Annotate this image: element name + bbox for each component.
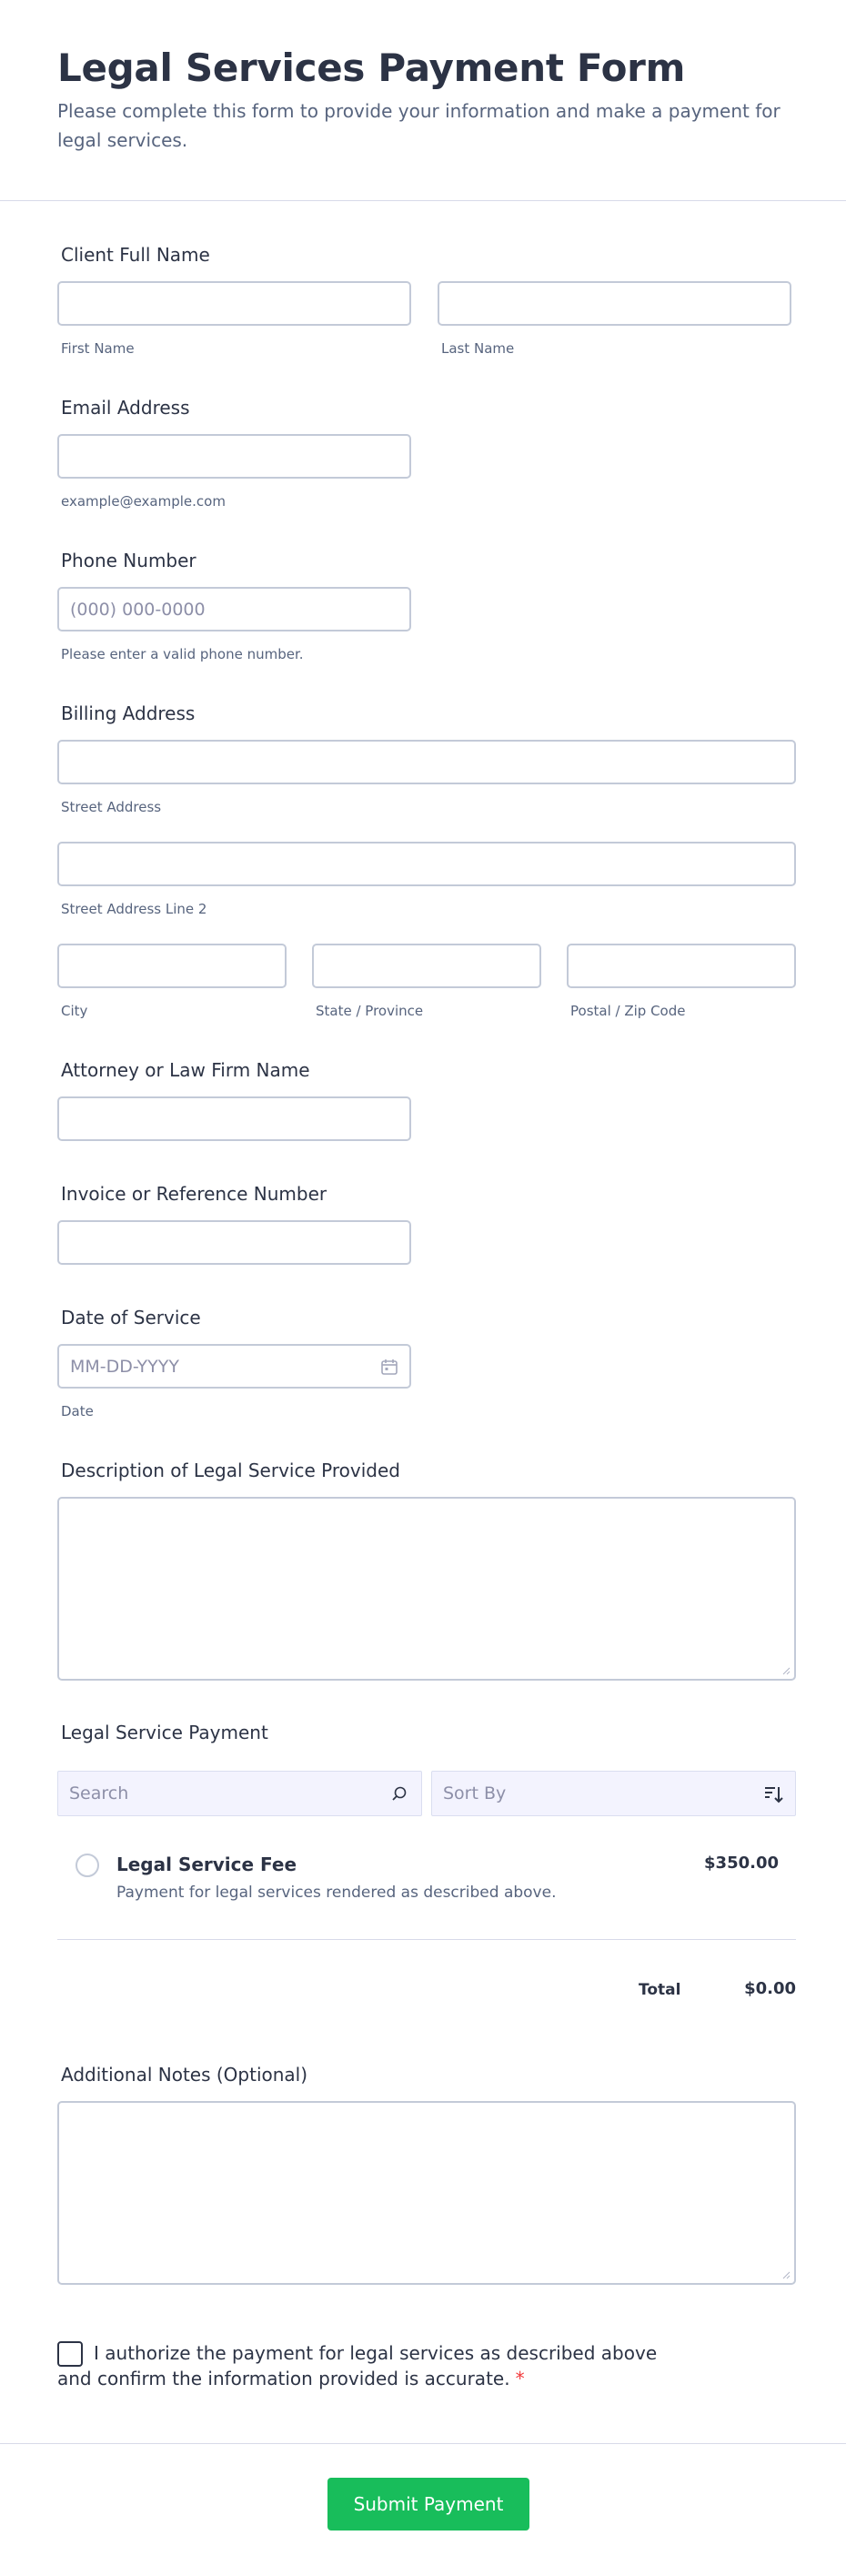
street-address-line2-sublabel: Street Address Line 2: [61, 901, 207, 917]
street-address-line2-input[interactable]: [57, 842, 796, 886]
phone-label: Phone Number: [61, 550, 196, 571]
form-header: [0, 0, 846, 201]
billing-address-label: Billing Address: [61, 702, 196, 724]
product-radio[interactable]: [76, 1854, 99, 1877]
sort-placeholder: Sort By: [443, 1783, 507, 1803]
last-name-input[interactable]: [438, 281, 791, 326]
sort-by-select[interactable]: [431, 1771, 796, 1816]
email-input[interactable]: [57, 434, 411, 479]
form-subtitle: Please complete this form to provide your information and make a payment for legal services.: [57, 100, 781, 151]
product-name: Legal Service Fee: [116, 1854, 297, 1875]
submit-payment-button[interactable]: Submit Payment: [327, 2478, 529, 2531]
authorization-label: I authorize the payment for legal services as described above and confirm the information provided is accurate.: [57, 2342, 658, 2389]
city-input[interactable]: [57, 944, 287, 988]
resize-grip-icon[interactable]: [781, 2270, 791, 2279]
invoice-input[interactable]: [57, 1220, 411, 1265]
email-sublabel: example@example.com: [61, 493, 226, 510]
first-name-input[interactable]: [57, 281, 411, 326]
required-asterisk: *: [515, 2368, 525, 2389]
attorney-input[interactable]: [57, 1096, 411, 1141]
search-placeholder: Search: [69, 1783, 129, 1803]
invoice-label: Invoice or Reference Number: [61, 1183, 327, 1205]
notes-label: Additional Notes (Optional): [61, 2064, 308, 2086]
search-icon[interactable]: [390, 1785, 408, 1803]
description-label: Description of Legal Service Provided: [61, 1460, 400, 1481]
client-name-label: Client Full Name: [61, 244, 210, 266]
resize-grip-icon[interactable]: [781, 1666, 791, 1675]
service-date-label: Date of Service: [61, 1307, 201, 1328]
phone-sublabel: Please enter a valid phone number.: [61, 646, 304, 662]
attorney-label: Attorney or Law Firm Name: [61, 1059, 310, 1081]
total-label: Total: [639, 1981, 681, 1999]
state-sublabel: State / Province: [316, 1003, 424, 1019]
phone-input[interactable]: [57, 587, 411, 631]
product-price: $350.00: [704, 1854, 779, 1873]
first-name-sublabel: First Name: [61, 340, 135, 357]
sort-icon[interactable]: [762, 1783, 784, 1805]
zip-sublabel: Postal / Zip Code: [570, 1003, 686, 1019]
description-textarea[interactable]: [57, 1497, 796, 1681]
calendar-icon[interactable]: [380, 1358, 398, 1376]
service-date-input[interactable]: [57, 1344, 411, 1389]
payment-label: Legal Service Payment: [61, 1722, 268, 1743]
footer-divider: [0, 2443, 846, 2444]
service-date-sublabel: Date: [61, 1403, 94, 1419]
product-description: Payment for legal services rendered as described above.: [116, 1884, 557, 1902]
payment-divider: [57, 1939, 796, 1940]
street-address-sublabel: Street Address: [61, 799, 162, 815]
form-title: Legal Services Payment Form: [57, 45, 686, 90]
street-address-input[interactable]: [57, 740, 796, 784]
product-search-input[interactable]: [57, 1771, 422, 1816]
total-value: $0.00: [744, 1979, 796, 1998]
last-name-sublabel: Last Name: [441, 340, 515, 357]
notes-textarea[interactable]: [57, 2101, 796, 2285]
state-input[interactable]: [312, 944, 541, 988]
email-label: Email Address: [61, 397, 190, 419]
zip-input[interactable]: [567, 944, 796, 988]
city-sublabel: City: [61, 1003, 88, 1019]
authorization-text: [57, 2340, 694, 2391]
